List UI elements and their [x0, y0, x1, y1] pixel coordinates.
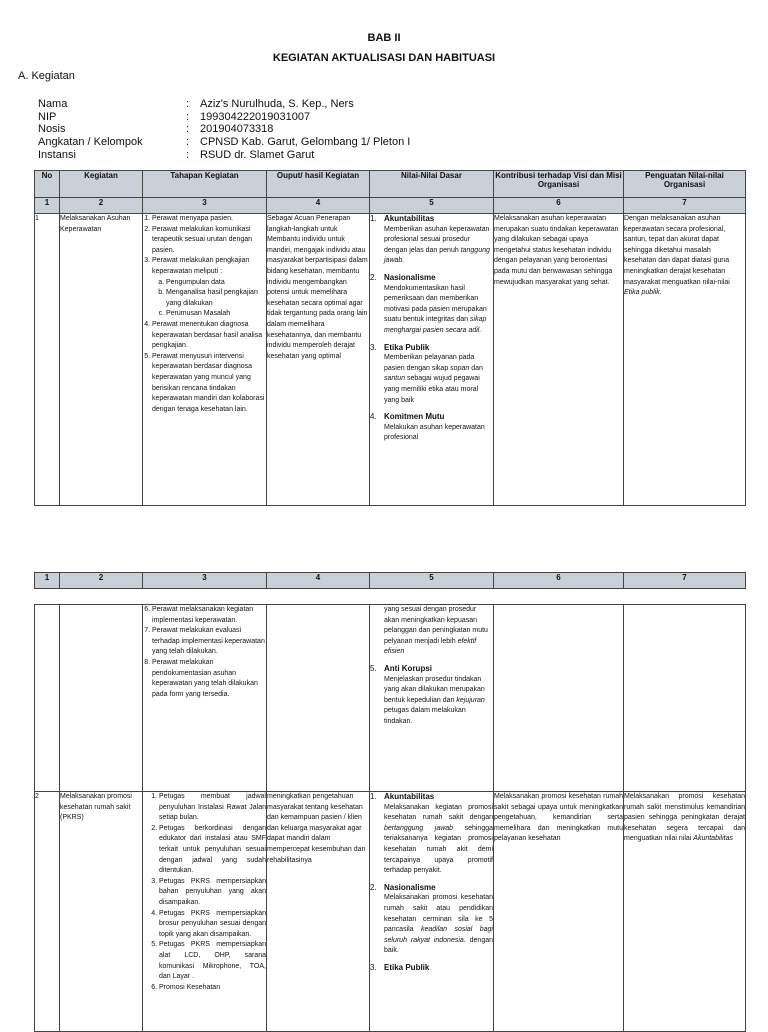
- header-penguatan: Penguatan Nilai-nilai Organisasi: [624, 171, 746, 198]
- chapter-title: BAB II: [367, 32, 401, 44]
- identity-row-nosis: Nosis : 201904073318: [38, 123, 274, 135]
- header-tahapan: Tahapan Kegiatan: [143, 171, 267, 198]
- row-tahapan: 1. Petugas membuat jadwal penyuluhan Instalasi Rawat Jalan setiap bulan. 2. Petugas berkordinasi dengan edukator dari instalasi atau SMF terkait untuk penyuluhan sesuai dengan jadwal yang sudah ditentukan. 3. Petugas PKRS mempersiapkan bahan penyuluhan yang akan disampaikan. 4. Petugas PKRS mempersiapkan brosur penyuluhan sesuai dengan topik yang akan disampaikan. 5. Petugas PKRS mempersiapkan alat LCD, OHP, sarana komunikasi Mikrophone, TOA, dan Layar . 6. Promosi Kesehatan: [143, 792, 267, 1032]
- row-kegiatan: Melaksanakan Asuhan Keperawatan: [60, 214, 143, 506]
- row-number: 2: [35, 792, 60, 1032]
- row-number: 1: [35, 214, 60, 506]
- row-kontribusi: Melaksanakan promosi kesehatan rumah sakit sebagai upaya untuk meningkatkan pengetahuan, kemandirian serta memelihara dan meningkatkan mutu pelayanan kesehatan: [494, 792, 624, 1032]
- section-heading: A. Kegiatan: [18, 70, 75, 82]
- table-header-row: [35, 171, 746, 198]
- table-row: [35, 792, 746, 1032]
- row-kegiatan: Melaksanakan promosi kesehatan rumah sakit (PKRS): [60, 792, 143, 1032]
- row-penguatan: Dengan melaksanakan asuhan keperawatan secara profesional, santun, tepat dan akurat dapat sehingga diketahui masalah kesehatan dan dapat diatasi guna meningkatkan derajat kesehatan masyarakat menguatkan nilai-nilai Etika publik.: [624, 214, 746, 506]
- header-output: Ouput/ hasil Kegiatan: [267, 171, 370, 198]
- row-tahapan-cont: 6. Perawat melaksanakan kegiatan implementasi keperawatan. 7. Perawat melakukan evaluasi terhadap implementasi keperawatan yang telah dilakukan. 8. Perawat melakukan pendokumentasian asuhan keperawatan yang telah dilakukan pada form yang tersedia.: [143, 605, 267, 792]
- header-nilai: Nilai-Nilai Dasar: [370, 171, 494, 198]
- row-kontribusi: Melaksanakan asuhan keperawatan merupakan suatu tindakan keperawatan yang dilakukan sebagai upaya mengetahui status kesehatan individu dengan pelayanan yang berorientasi pada mutu dan berwawasan sehingga mewujudkan masyarakat yang sehat.: [494, 214, 624, 506]
- row-tahapan: 1. Perawat menyapa pasien. 2. Perawat melakukan komunikasi terapeutik sesuai urutan dengan pasien. 3. Perawat melakukan pengkajian keperawatan meliputi : a. Pengumpulan data b. Menganalisa hasil pengkajian yang dilakukan c. Perumusan Masalah 4. Perawat menentukan diagnosa keperawatan berdasar hasil analisa pengkajian. 5. Perawat menyusun intervensi keperawatan berdasar diagnosa keperawatan yang muncul yang berisikan rencana tindakan keperawatan mandiri dan kolaborasi dengan tenaga kesehatan lain.: [143, 214, 267, 506]
- activity-table-page2: [34, 604, 746, 1032]
- table-number-row: 1 2 3 4 5 6 7: [35, 573, 746, 589]
- activity-table-page1: [34, 170, 746, 506]
- identity-row-instansi: Instansi : RSUD dr. Slamet Garut: [38, 149, 315, 161]
- identity-row-name: Nama : Aziz's Nurulhuda, S. Kep., Ners: [38, 98, 354, 110]
- identity-row-angkatan: Angkatan / Kelompok : CPNSD Kab. Garut, Gelombang 1/ Pleton I: [38, 136, 411, 148]
- header-no: No: [35, 171, 60, 198]
- header-kegiatan: Kegiatan: [60, 171, 143, 198]
- row-output: Sebagai Acuan Penerapan langkah-langkah untuk Membantu individu untuk mandiri, mengajak individu atau masyarakat berpartisipasi dalam bidang kesehatan, membantu individu mengembangkan potensi untuk memelihara kesehatan secara optimal agar tidak tergantung pada orang lain dalam memelihara kesehatannya, dan membantu individu memperoleh derajat kesehatan yang optimal: [267, 214, 370, 506]
- page-title: KEGIATAN AKTUALISASI DAN HABITUASI: [272, 52, 496, 64]
- identity-row-nip: NIP : 199304222019031007: [38, 111, 311, 123]
- activity-table-page2-header: [34, 572, 746, 589]
- row-output: meningkatkan pengetahuan masyarakat tentang kesehatan dan kemampuan pasien / klien dan keluarga masyarakat agar dapat mandiri dalam mempercepat kesembuhan dan rehabilitasinya: [267, 792, 370, 1032]
- table-row: [35, 214, 746, 506]
- table-number-row: 1 2 3 4 5 6 7: [35, 198, 746, 214]
- row-nilai: 1. Akuntabilitas Melaksanakan kegiatan promosi kesehatan rumah sakit dengan bertanggung jawab sehingga teriaksananya kegiatan promosi kesehatan rumah akit demi tercapainya upaya promotif terhadap penyakit. 2. Nasionalisme Melaksanakan promosi kesehatan rumah sakit atau pendidikan kesehatan cerminan sila ke 5 pancasila keadilan sosial bagi seluruh rakyat indonesia. dengan baik. 3. Etika Publik: [370, 792, 494, 1032]
- header-kontribusi: Kontribusi terhadap Visi dan Misi Organisasi: [494, 171, 624, 198]
- table-row: [35, 605, 746, 792]
- row-nilai: 1. Akuntabilitas Memberikan asuhan keperawatan profesional sesuai prosedur dengan jelas dan penuh tanggung jawab. 2. Nasionalisme Mendokumentasikan hasil pemeriksaan dan memberikan motivasi pada pasien merupakan suatu bentuk integritas dan sikap menghargai pasien secara adil. 3. Etika Publik Memberikan pelayanan pada pasien dengan sikap sopan dan santun sebagai wujud pegawai yang memiliki etika atau moral yang baik 4. Komitmen Mutu Melakukan asuhan keperawatan profesional: [370, 214, 494, 506]
- row-penguatan: Melaksanakan promosi kesehatan rumah sakit menstimulus kemandirian pasien sehingga peningkatan derajat kesehatan segera tercapai dan menguatkan nilai nilai Akuntabilitas: [624, 792, 746, 1032]
- row-nilai-cont: yang sesuai dengan prosedur akan meningkatkan kepuasan pelanggan dan peningkatan mutu pelyanan menjadi lebih efektif efisien 5. Anti Korupsi Menjelaskan prosedur tindakan yang akan dilakukan merupakan bentuk kepedulian dan kejujuran petugas dalam melakukan tindakan.: [370, 605, 494, 792]
